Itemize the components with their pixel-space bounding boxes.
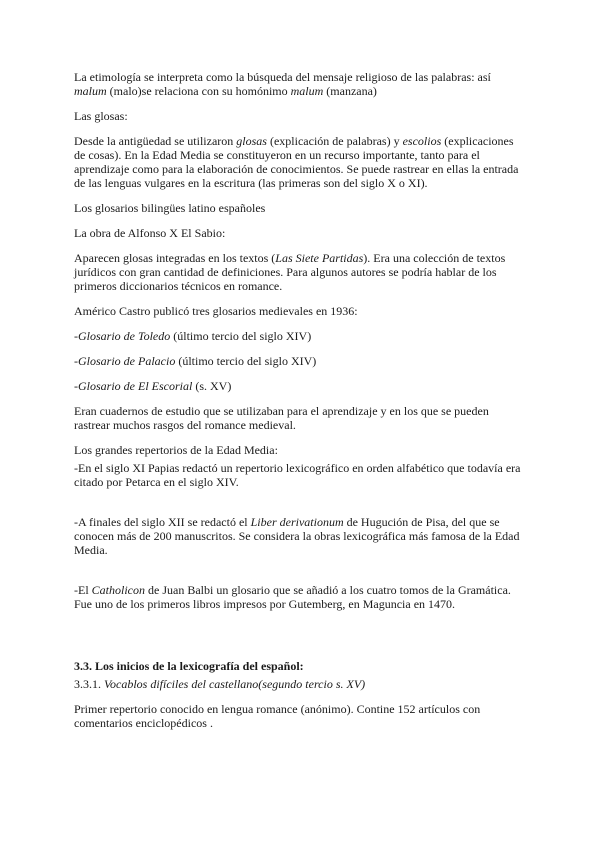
subsection-heading (74, 677, 526, 691)
glosario-note: (último tercio del siglo XIV) (170, 329, 312, 343)
text-run: -A finales del siglo XII se redactó el (74, 515, 251, 529)
glosario-note: (último tercio del siglo XIV) (175, 354, 317, 368)
catholicon-paragraph (74, 583, 526, 611)
dash: - (74, 379, 78, 393)
text-run: de Hugución de Pisa, del que se conocen más de 200 manuscritos. Se considera la obras lexicográfica más famosa de la Edad Media. (74, 515, 520, 557)
repertorios-heading: Los grandes repertorios de la Edad Media: (74, 443, 278, 457)
papias-paragraph: -En el siglo XI Papias redactó un repertorio lexicográfico en orden alfabético que todavía era citado por Petarca en el siglo XIV. (74, 461, 521, 489)
text-run: Aparecen glosas integradas en los textos ( (74, 251, 276, 265)
cuadernos-paragraph: Eran cuadernos de estudio que se utilizaban para el aprendizaje y en los que se pueden rastrear muchos rasgos del romance medieval. (74, 404, 489, 432)
liber-paragraph (74, 515, 526, 557)
vocablos-paragraph: Primer repertorio conocido en lengua romance (anónimo). Contine 152 artículos con comentarios enciclopédicos . (74, 702, 481, 730)
subsection-title: Vocablos difíciles del castellano(segundo tercio s. XV) (104, 677, 366, 691)
italic-term: Liber derivationum (250, 515, 344, 529)
italic-term: Catholicon (91, 583, 146, 597)
subsection-number: 3.3.1. (74, 677, 104, 691)
text-run: ). Era una colección de textos jurídicos con gran cantidad de definiciones. Para algunos autores se podría hablar de los primeros diccionarios técnicos en romance. (74, 251, 506, 293)
glosas-heading: Las glosas: (74, 109, 128, 123)
text-run: (malo)se relaciona con su homónimo (106, 84, 291, 98)
text-run: (manzana) (323, 84, 377, 98)
glosario-title: Glosario de Palacio (78, 354, 176, 368)
document-page (74, 70, 526, 730)
alfonso-paragraph (74, 251, 526, 293)
glosarios-heading: Los glosarios bilingües latino españoles (74, 201, 266, 215)
text-run: (explicación de palabras) y (266, 134, 403, 148)
italic-term: escolios (402, 134, 442, 148)
italic-term: malum (74, 84, 107, 98)
castro-paragraph: Américo Castro publicó tres glosarios medievales en 1936: (74, 304, 358, 318)
glosario-title: Glosario de El Escorial (78, 379, 193, 393)
glosas-paragraph (74, 134, 526, 190)
glosario-title: Glosario de Toledo (78, 329, 171, 343)
text-run: Desde la antigüedad se utilizaron (74, 134, 237, 148)
italic-term: Las Siete Partidas (275, 251, 364, 265)
glosario-item (74, 329, 526, 343)
text-run: La etimología se interpreta como la búsqueda del mensaje religioso de las palabras: así (74, 70, 491, 84)
glosario-item (74, 379, 526, 393)
dash: - (74, 354, 78, 368)
glosario-item (74, 354, 526, 368)
section-heading: 3.3. Los inicios de la lexicografía del español: (74, 659, 304, 673)
italic-term: glosas (236, 134, 267, 148)
italic-term: malum (290, 84, 324, 98)
text-run: de Juan Balbi un glosario que se añadió a los cuatro tomos de la Gramática. Fue uno de los primeros libros impresos por Gutemberg, en Maguncia en 1470. (74, 583, 511, 611)
text-run: -El (74, 583, 92, 597)
etymology-paragraph (74, 70, 526, 98)
text-run: (explicaciones de cosas). En la Edad Media se constituyeron en un recurso importante, tanto para el aprendizaje como para la elaboración de conocimientos. Se puede rastrear en ellas la entrada de las lenguas vulgares en la escritura (las primeras son del siglo X o XI). (74, 134, 519, 190)
glosario-note: (s. XV) (192, 379, 232, 393)
alfonso-heading: La obra de Alfonso X El Sabio: (74, 226, 226, 240)
dash: - (74, 329, 78, 343)
